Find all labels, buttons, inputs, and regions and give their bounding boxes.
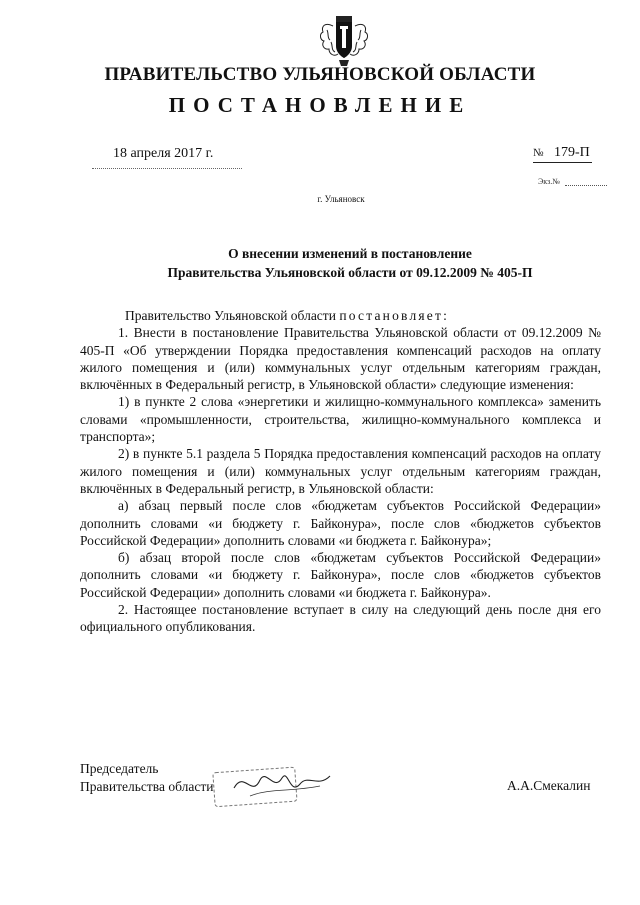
intro-text: Правительство Ульяновской области <box>125 308 340 323</box>
government-title: ПРАВИТЕЛЬСТВО УЛЬЯНОВСКОЙ ОБЛАСТИ <box>104 64 536 85</box>
decree-number: 179-П <box>554 145 590 160</box>
document-type-title: ПОСТАНОВЛЕНИЕ <box>168 93 472 117</box>
decree-number-field <box>533 145 592 163</box>
paragraph-1: 1. Внести в постановление Правительства Ульяновской области от 09.12.2009 № 405-П «Об утверждении Порядка предоставления компенсаций расходов на оплату жилого помещения и (или) коммунальных услуг отдельным категориям граждан, включённых в Федеральный регистр, в Ульяновской области» следующие изменения: <box>80 325 601 393</box>
copy-number-line <box>565 185 607 186</box>
decree-body <box>80 307 601 636</box>
copy-number-label: Экз.№ <box>538 177 560 186</box>
decree-date: 18 апреля 2017 г. <box>113 146 214 161</box>
signer-position-line-2: Правительства области <box>80 779 214 794</box>
coat-of-arms-icon <box>315 12 373 68</box>
signer-position-line-1: Председатель <box>80 761 159 776</box>
subject-line-1: О внесении изменений в постановление <box>228 246 472 261</box>
handwritten-signature <box>230 758 340 808</box>
paragraph-2: 2. Настоящее постановление вступает в силу на следующий день после дня его официального опубликования. <box>80 602 601 635</box>
decree-subject <box>0 244 640 282</box>
subject-line-2: Правительства Ульяновской области от 09.12.2009 № 405-П <box>167 265 533 280</box>
signer-position <box>80 760 213 796</box>
city-name: г. Ульяновск <box>317 194 365 204</box>
paragraph-1-2-a: а) абзац первый после слов «бюджетам субъектов Российской Федерации» дополнить словами «и бюджету г. Байконура», после слов «бюджетов субъектов Российской Федерации» дополнить словами «и бюджета г. Байконура»; <box>80 498 601 548</box>
intro-paragraph <box>80 307 601 324</box>
paragraph-1-2-b: б) абзац второй после слов «бюджетам субъектов Российской Федерации» дополнить словами «и бюджету г. Байконура», после слов «бюджетов субъектов Российской Федерации» дополнить словами «и бюджета г. Байконура». <box>80 550 601 600</box>
paragraph-1-1: 1) в пункте 2 слова «энергетики и жилищно-коммунального комплекса» заменить словами «промышленности, строительства, жилищно-коммунального комплекса и транспорта»; <box>80 394 601 445</box>
date-underline <box>92 168 242 169</box>
number-sign: № <box>533 147 544 159</box>
signer-name: А.А.Смекалин <box>507 778 591 793</box>
paragraph-1-2: 2) в пункте 5.1 раздела 5 Порядка предоставления компенсаций расходов на оплату жилого помещения и (или) коммунальных услуг отдельным категориям граждан, включённых в Федеральный регистр, в Ульяновской области: <box>80 446 601 496</box>
intro-verb: постановляет: <box>339 308 450 323</box>
